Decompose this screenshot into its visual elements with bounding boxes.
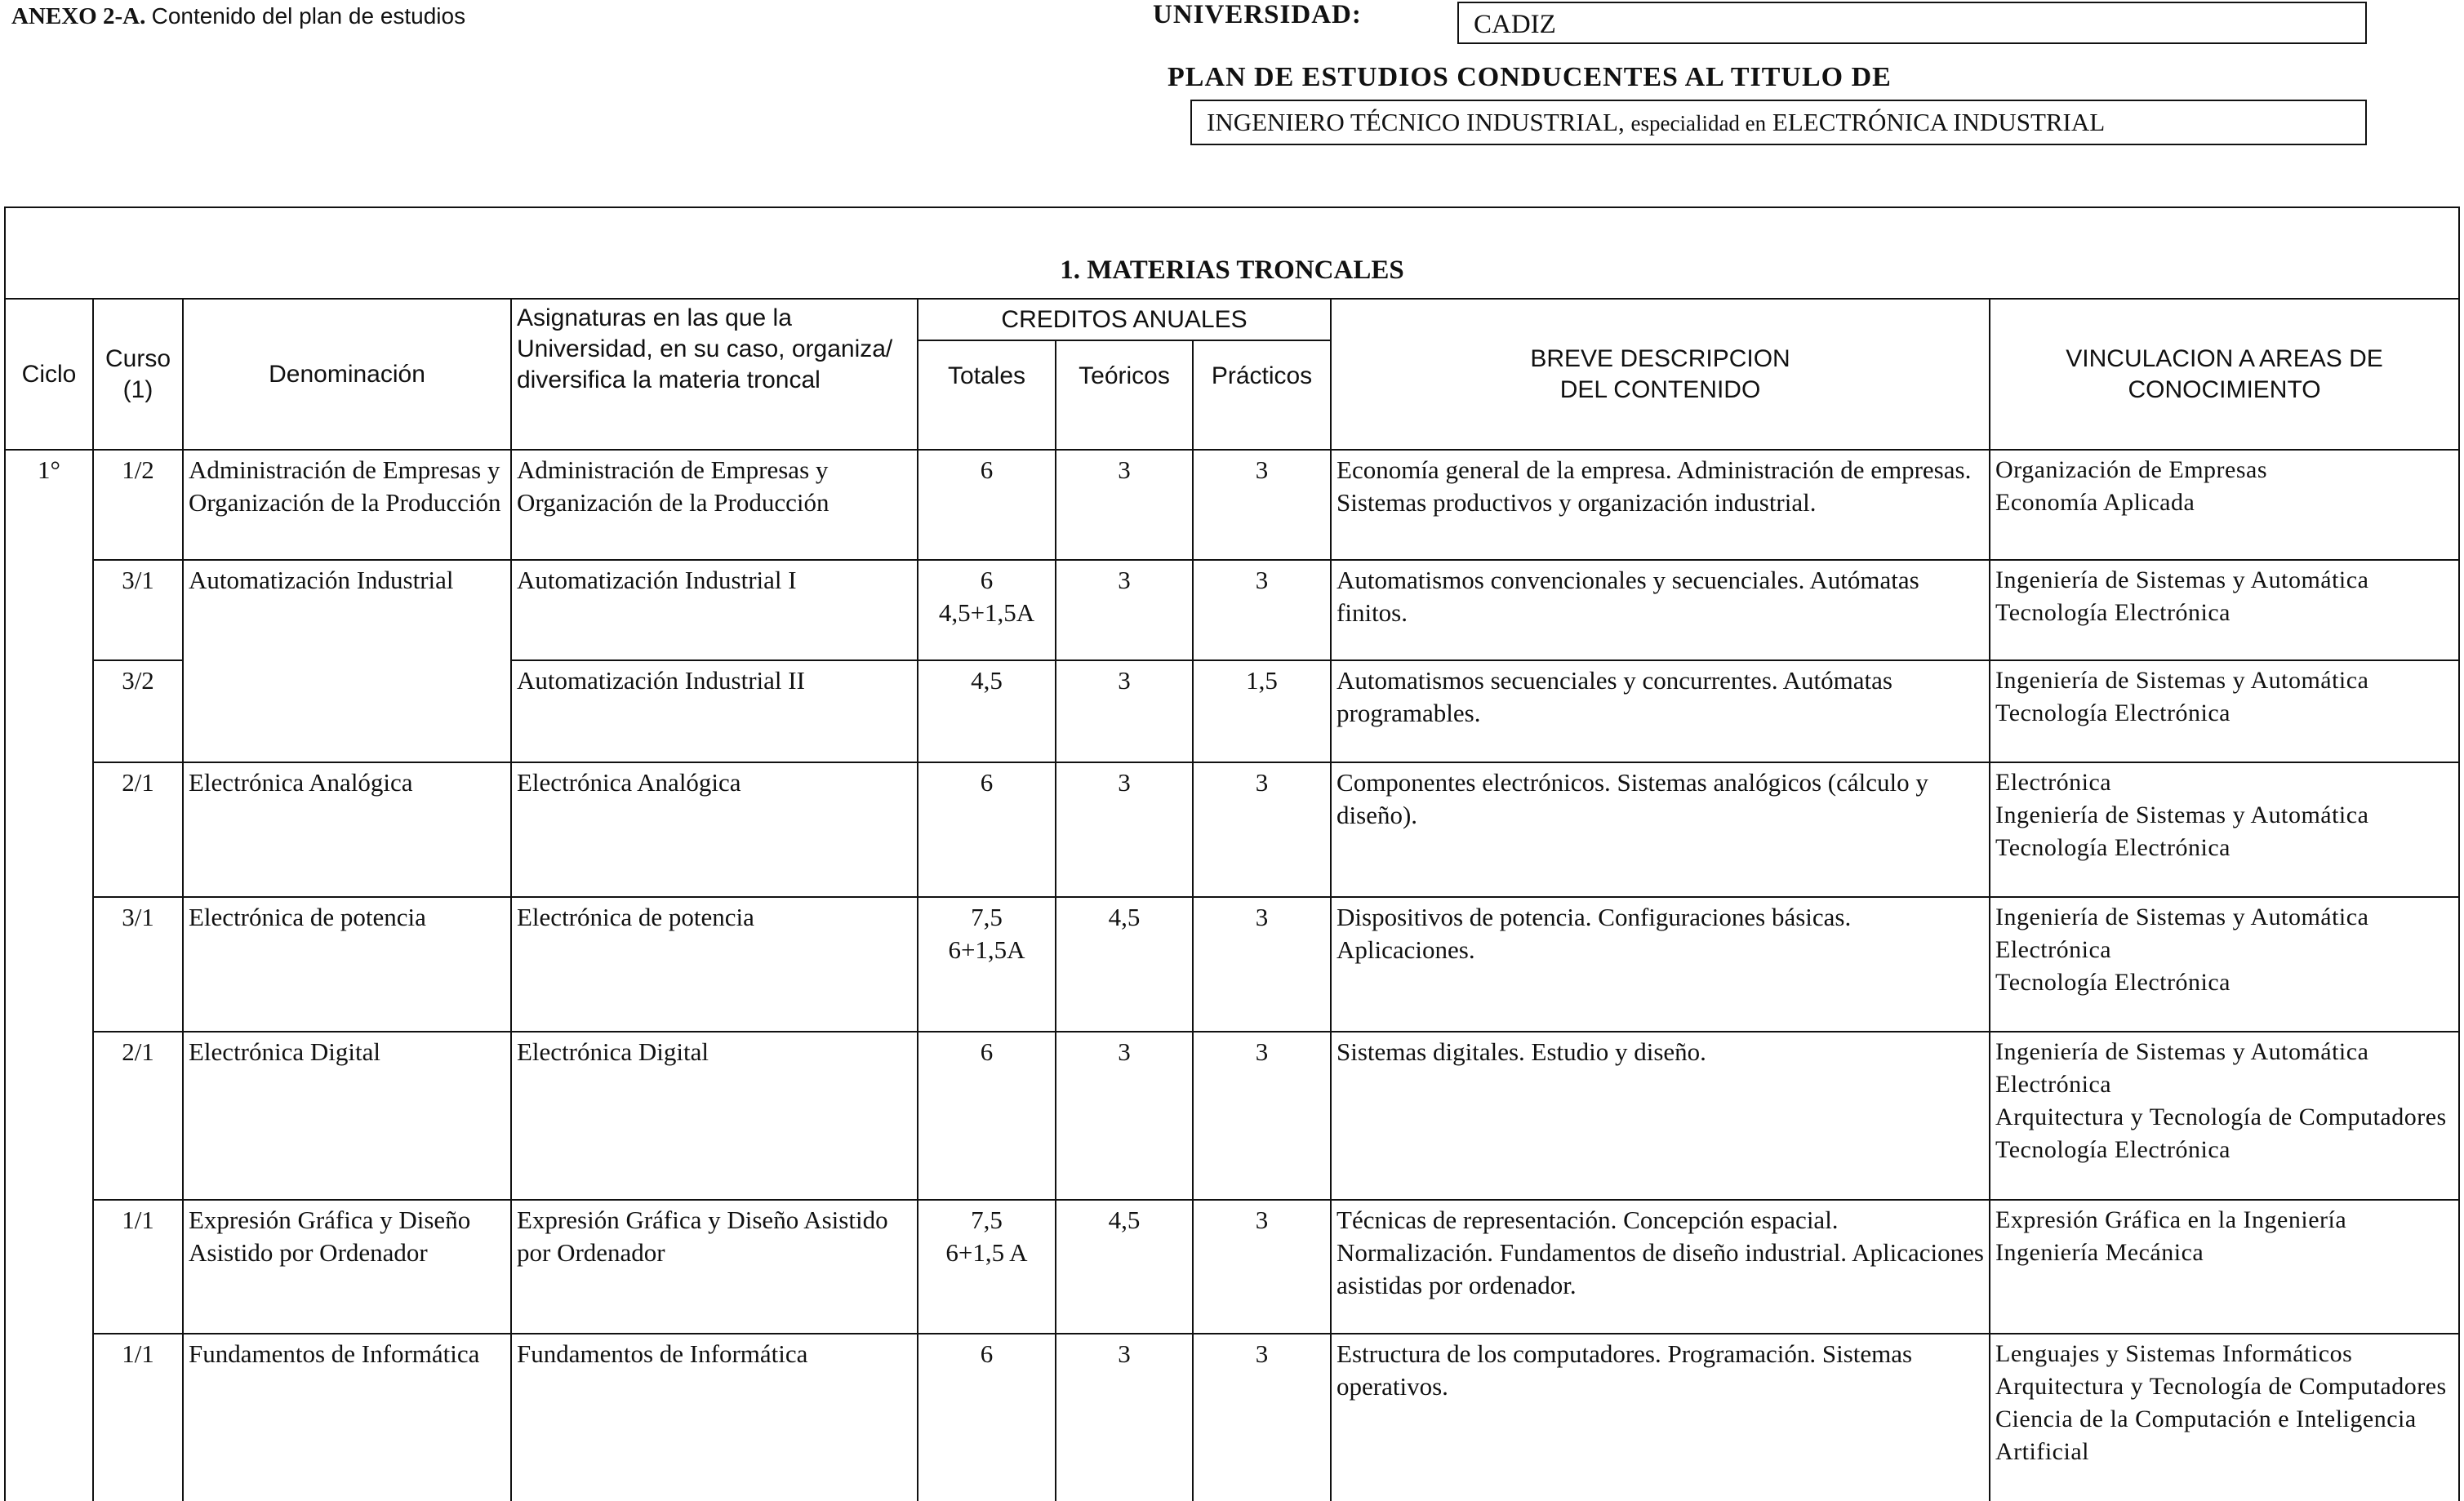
totales-cell — [918, 897, 1056, 1032]
area-item: Tecnología Electrónica — [1995, 699, 2230, 726]
area-item: Ingeniería de Sistemas y Automática — [1995, 667, 2369, 694]
curso-cell: 1/2 — [93, 450, 183, 560]
degree-title-field — [1190, 100, 2367, 145]
table-row — [6, 450, 2458, 560]
area-item: Electrónica — [1995, 936, 2112, 963]
area-item: Lenguajes y Sistemas Informáticos — [1995, 1340, 2353, 1367]
plan-label: PLAN DE ESTUDIOS CONDUCENTES AL TITULO DE — [1168, 62, 1892, 92]
curso-cell: 3/1 — [93, 560, 183, 660]
totales-value: 6 — [980, 768, 994, 797]
denominacion-cell: Electrónica Digital — [183, 1032, 511, 1200]
totales-cell — [918, 660, 1056, 762]
area-item: Tecnología Electrónica — [1995, 969, 2230, 996]
totales-value: 6 — [980, 1037, 994, 1066]
asignatura-cell: Expresión Gráfica y Diseño Asistido por Ordenador — [511, 1200, 918, 1334]
vinculacion-header-line2: CONOCIMIENTO — [2128, 375, 2321, 403]
area-item: Electrónica — [1995, 769, 2112, 796]
practicos-cell: 3 — [1193, 1200, 1331, 1334]
degree-title-main: INGENIERO TÉCNICO INDUSTRIAL, — [1207, 108, 1625, 136]
asignatura-cell: Electrónica Digital — [511, 1032, 918, 1200]
col-header-totales: Totales — [918, 340, 1056, 450]
totales-breakdown: 6+1,5 A — [945, 1238, 1028, 1267]
denominacion-cell: Electrónica Analógica — [183, 762, 511, 897]
area-item: Ingeniería de Sistemas y Automática — [1995, 904, 2369, 930]
areas-cell — [1990, 660, 2458, 762]
table-row — [6, 1200, 2458, 1334]
curso-cell: 1/1 — [93, 1334, 183, 1501]
area-item: Organización de Empresas — [1995, 456, 2268, 483]
asignatura-cell: Administración de Empresas y Organización de la Producción — [511, 450, 918, 560]
teoricos-cell: 3 — [1056, 1032, 1193, 1200]
curso-cell: 2/1 — [93, 1032, 183, 1200]
annex-description: Contenido del plan de estudios — [151, 3, 466, 29]
areas-cell — [1990, 560, 2458, 660]
table-row — [6, 1032, 2458, 1200]
col-header-teoricos: Teóricos — [1056, 340, 1193, 450]
curso-cell: 2/1 — [93, 762, 183, 897]
area-item: Ingeniería de Sistemas y Automática — [1995, 802, 2369, 828]
totales-value: 4,5 — [971, 666, 1003, 695]
area-item: Ingeniería de Sistemas y Automática — [1995, 566, 2369, 593]
totales-value: 6 — [980, 566, 994, 594]
core-subjects-table — [6, 300, 2458, 1501]
practicos-cell: 3 — [1193, 897, 1331, 1032]
descripcion-cell: Técnicas de representación. Concepción espacial. Normalización. Fundamentos de diseño industrial. Aplicaciones asistidas por ordenador. — [1331, 1200, 1990, 1334]
col-header-descripcion — [1331, 300, 1990, 450]
totales-cell — [918, 762, 1056, 897]
area-item: Arquitectura y Tecnología de Computadores — [1995, 1104, 2447, 1130]
denominacion-cell: Automatización Industrial — [183, 560, 511, 762]
teoricos-cell: 3 — [1056, 762, 1193, 897]
area-item: Ingeniería de Sistemas y Automática — [1995, 1038, 2369, 1065]
ciclo-cell: 1° — [6, 450, 93, 1501]
curso-cell: 3/2 — [93, 660, 183, 762]
table-row — [6, 762, 2458, 897]
col-header-practicos: Prácticos — [1193, 340, 1331, 450]
areas-cell — [1990, 450, 2458, 560]
asignatura-cell: Automatización Industrial I — [511, 560, 918, 660]
descripcion-header-line2: DEL CONTENIDO — [1559, 375, 1761, 403]
area-item: Tecnología Electrónica — [1995, 599, 2230, 626]
denominacion-cell: Electrónica de potencia — [183, 897, 511, 1032]
denominacion-cell: Administración de Empresas y Organización de la Producción — [183, 450, 511, 560]
totales-cell — [918, 1334, 1056, 1501]
areas-cell — [1990, 762, 2458, 897]
teoricos-cell: 3 — [1056, 450, 1193, 560]
areas-cell — [1990, 1032, 2458, 1200]
asignatura-cell: Fundamentos de Informática — [511, 1334, 918, 1501]
university-field: CADIZ — [1457, 2, 2367, 44]
practicos-cell: 3 — [1193, 450, 1331, 560]
descripcion-cell: Sistemas digitales. Estudio y diseño. — [1331, 1032, 1990, 1200]
area-item: Ingeniería Mecánica — [1995, 1239, 2204, 1266]
vinculacion-header-line1: VINCULACION A AREAS DE — [2066, 344, 2383, 372]
areas-cell — [1990, 1200, 2458, 1334]
area-item: Arquitectura y Tecnología de Computadores — [1995, 1373, 2447, 1400]
col-header-ciclo: Ciclo — [6, 300, 93, 450]
descripcion-cell: Automatismos secuenciales y concurrentes. Autómatas programables. — [1331, 660, 1990, 762]
practicos-cell: 3 — [1193, 762, 1331, 897]
col-header-vinculacion — [1990, 300, 2458, 450]
teoricos-cell: 3 — [1056, 660, 1193, 762]
totales-cell — [918, 560, 1056, 660]
descripcion-cell: Economía general de la empresa. Administración de empresas. Sistemas productivos y organización industrial. — [1331, 450, 1990, 560]
area-item: Tecnología Electrónica — [1995, 1136, 2230, 1163]
practicos-cell: 3 — [1193, 560, 1331, 660]
denominacion-cell: Fundamentos de Informática — [183, 1334, 511, 1501]
descripcion-cell: Dispositivos de potencia. Configuraciones básicas. Aplicaciones. — [1331, 897, 1990, 1032]
areas-cell — [1990, 1334, 2458, 1501]
teoricos-cell: 3 — [1056, 560, 1193, 660]
col-header-denominacion: Denominación — [183, 300, 511, 450]
area-item: Electrónica — [1995, 1071, 2112, 1098]
annex-heading — [11, 3, 465, 30]
table-row — [6, 1334, 2458, 1501]
areas-cell — [1990, 897, 2458, 1032]
descripcion-header-line1: BREVE DESCRIPCION — [1530, 344, 1790, 372]
core-subjects-table-container — [4, 206, 2460, 1501]
totales-value: 7,5 — [971, 903, 1003, 931]
asignatura-cell: Electrónica de potencia — [511, 897, 918, 1032]
descripcion-cell: Componentes electrónicos. Sistemas analógicos (cálculo y diseño). — [1331, 762, 1990, 897]
curso-cell: 3/1 — [93, 897, 183, 1032]
teoricos-cell: 4,5 — [1056, 897, 1193, 1032]
totales-breakdown: 6+1,5A — [948, 935, 1025, 964]
col-header-asignaturas: Asignaturas en las que la Universidad, en su caso, organiza/ diversifica la materia troncal — [511, 300, 918, 450]
practicos-cell: 1,5 — [1193, 660, 1331, 762]
totales-cell — [918, 1032, 1056, 1200]
descripcion-cell: Automatismos convencionales y secuenciales. Autómatas finitos. — [1331, 560, 1990, 660]
area-item: Expresión Gráfica en la Ingeniería — [1995, 1206, 2347, 1233]
totales-value: 7,5 — [971, 1206, 1003, 1234]
denominacion-cell: Expresión Gráfica y Diseño Asistido por Ordenador — [183, 1200, 511, 1334]
practicos-cell: 3 — [1193, 1032, 1331, 1200]
descripcion-cell: Estructura de los computadores. Programación. Sistemas operativos. — [1331, 1334, 1990, 1501]
totales-cell — [918, 1200, 1056, 1334]
col-header-creditos: CREDITOS ANUALES — [918, 300, 1331, 340]
area-item: Ciencia de la Computación e Inteligencia Artificial — [1995, 1406, 2417, 1465]
table-row — [6, 560, 2458, 660]
curso-cell: 1/1 — [93, 1200, 183, 1334]
degree-title-connector: especialidad en — [1630, 111, 1767, 135]
table-row — [6, 897, 2458, 1032]
totales-value: 6 — [980, 1339, 994, 1368]
teoricos-cell: 4,5 — [1056, 1200, 1193, 1334]
area-item: Tecnología Electrónica — [1995, 834, 2230, 861]
section-title: 1. MATERIAS TRONCALES — [6, 208, 2458, 300]
col-header-curso: Curso (1) — [93, 300, 183, 450]
totales-cell — [918, 450, 1056, 560]
university-label: UNIVERSIDAD: — [1153, 0, 1362, 29]
area-item: Economía Aplicada — [1995, 489, 2195, 516]
teoricos-cell: 3 — [1056, 1334, 1193, 1501]
asignatura-cell: Automatización Industrial II — [511, 660, 918, 762]
totales-value: 6 — [980, 455, 994, 484]
totales-breakdown: 4,5+1,5A — [938, 598, 1035, 627]
asignatura-cell: Electrónica Analógica — [511, 762, 918, 897]
degree-title-specialty: ELECTRÓNICA INDUSTRIAL — [1772, 108, 2106, 136]
annex-label: ANEXO 2-A. — [11, 3, 146, 29]
practicos-cell: 3 — [1193, 1334, 1331, 1501]
